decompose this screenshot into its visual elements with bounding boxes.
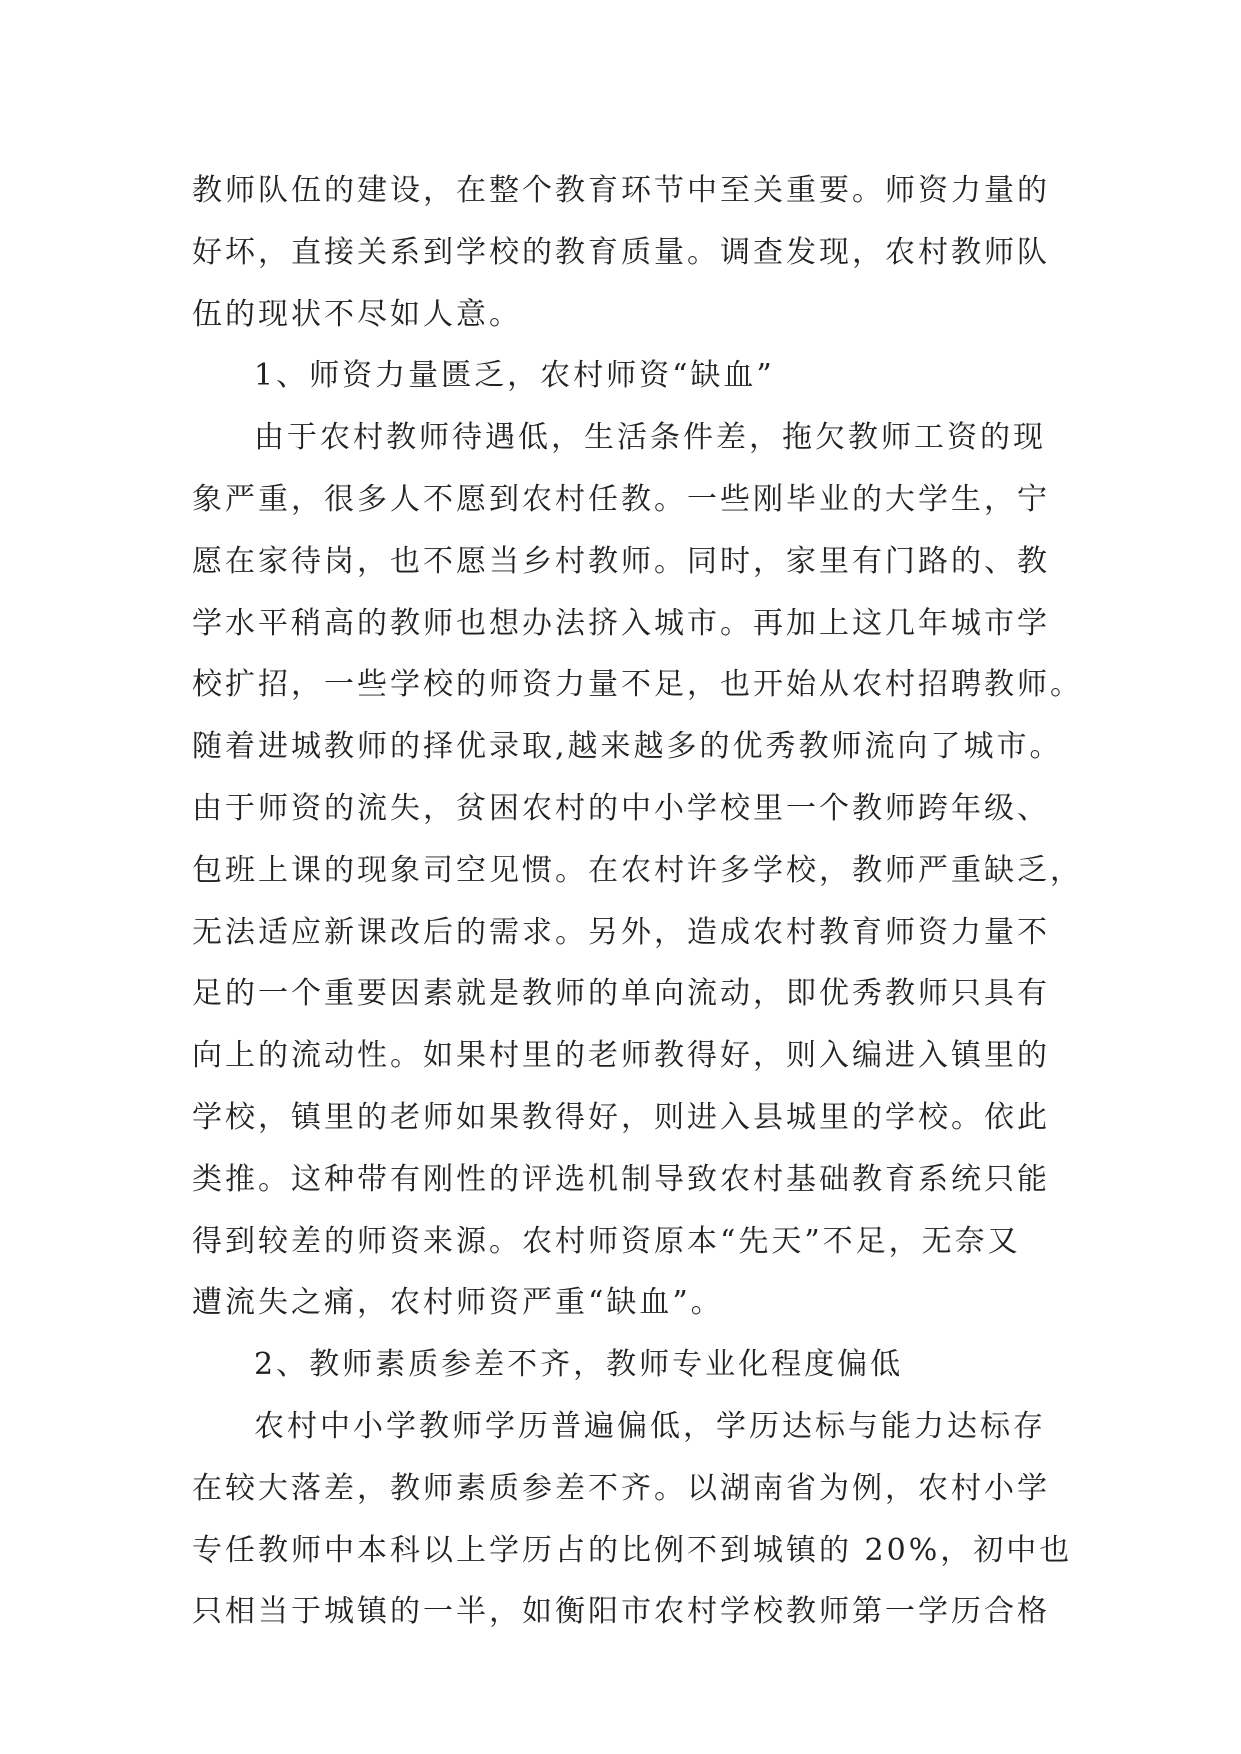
text-line: 随着进城教师的择优录取,越来越多的优秀教师流向了城市。: [192, 729, 1063, 765]
text-line: 只相当于城镇的一半，如衡阳市农村学校教师第一学历合格: [192, 1594, 1050, 1630]
text-line: 遭流失之痛，农村师资严重“缺血”。: [192, 1285, 724, 1321]
text-line: 由于师资的流失，贫困农村的中小学校里一个教师跨年级、: [192, 790, 1050, 826]
text-line: 农村中小学教师学历普遍偏低，学历达标与能力达标存: [254, 1408, 1046, 1444]
text-line: 向上的流动性。如果村里的老师教得好，则入编进入镇里的: [192, 1038, 1050, 1074]
text-line: 由于农村教师待遇低，生活条件差，拖欠教师工资的现: [254, 420, 1046, 456]
text-line: 象严重，很多人不愿到农村任教。一些刚毕业的大学生，宁: [192, 481, 1050, 517]
text-line: 足的一个重要因素就是教师的单向流动，即优秀教师只具有: [192, 976, 1050, 1012]
text-line: 愿在家待岗，也不愿当乡村教师。同时，家里有门路的、教: [192, 543, 1050, 579]
text-line: 伍的现状不尽如人意。: [192, 296, 522, 332]
text-line: 包班上课的现象司空见惯。在农村许多学校，教师严重缺乏，: [192, 852, 1083, 888]
text-line: 学校，镇里的老师如果教得好，则进入县城里的学校。依此: [192, 1099, 1050, 1135]
text-line: 在较大落差，教师素质参差不齐。以湖南省为例，农村小学: [192, 1470, 1050, 1506]
text-line: 好坏，直接关系到学校的教育质量。调查发现，农村教师队: [192, 234, 1050, 270]
text-line: 校扩招，一些学校的师资力量不足，也开始从农村招聘教师。: [192, 667, 1083, 703]
text-line: 专任教师中本科以上学历占的比例不到城镇的 20%，初中也: [192, 1532, 1073, 1568]
text-line: 学水平稍高的教师也想办法挤入城市。再加上这几年城市学: [192, 605, 1050, 641]
section-heading-2: 2、教师素质参差不齐，教师专业化程度偏低: [254, 1347, 904, 1383]
text-line: 无法适应新课改后的需求。另外，造成农村教育师资力量不: [192, 914, 1050, 950]
document-body: [192, 160, 1083, 1643]
text-line: 类推。这种带有刚性的评选机制导致农村基础教育系统只能: [192, 1161, 1050, 1197]
text-line: 教师队伍的建设，在整个教育环节中至关重要。师资力量的: [192, 173, 1050, 208]
section-heading-1: 1、师资力量匮乏，农村师资“缺血”: [254, 358, 775, 394]
text-line: 得到较差的师资来源。农村师资原本“先天”不足，无奈又: [192, 1223, 1021, 1259]
